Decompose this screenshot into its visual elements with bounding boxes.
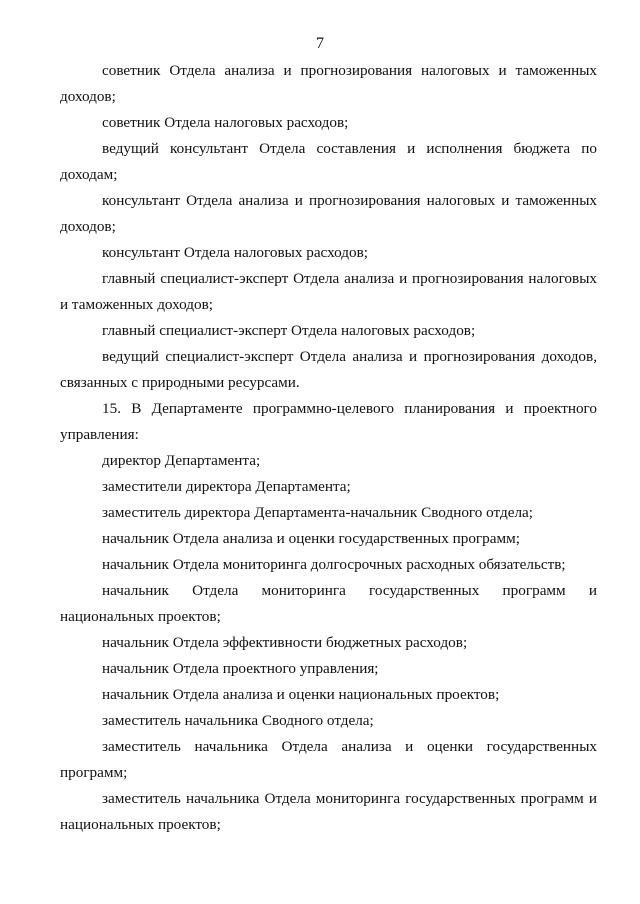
section-heading-paragraph: 15. В Департаменте программно-целевого планирования и проектного управления:	[60, 400, 597, 443]
paragraph: начальник Отдела анализа и оценки государственных программ;	[102, 530, 520, 547]
paragraph: начальник Отдела эффективности бюджетных расходов;	[102, 634, 468, 651]
paragraph: главный специалист-эксперт Отдела налоговых расходов;	[102, 322, 476, 339]
paragraph: консультант Отдела налоговых расходов;	[102, 244, 368, 261]
paragraph: заместитель директора Департамента-начальник Сводного отдела;	[102, 504, 533, 521]
paragraph: главный специалист-эксперт Отдела анализа и прогнозирования налоговых и таможенных доходов;	[60, 270, 597, 313]
paragraph: советник Отдела налоговых расходов;	[102, 114, 349, 131]
paragraph: консультант Отдела анализа и прогнозирования налоговых и таможенных доходов;	[60, 192, 597, 235]
paragraph: заместитель начальника Сводного отдела;	[102, 712, 374, 729]
page-number: 7	[316, 35, 324, 52]
paragraph: советник Отдела анализа и прогнозирования налоговых и таможенных доходов;	[60, 62, 597, 105]
paragraph: директор Департамента;	[102, 452, 261, 469]
paragraph: ведущий консультант Отдела составления и исполнения бюджета по доходам;	[60, 140, 597, 183]
paragraph: начальник Отдела проектного управления;	[102, 660, 379, 677]
paragraph: ведущий специалист-эксперт Отдела анализа и прогнозирования доходов, связанных с природными ресурсами.	[60, 348, 597, 391]
paragraph: заместители директора Департамента;	[102, 478, 351, 495]
paragraph: начальник Отдела мониторинга долгосрочных расходных обязательств;	[102, 556, 566, 573]
paragraph: заместитель начальника Отдела анализа и оценки государственных программ;	[60, 738, 597, 781]
document-body	[60, 58, 597, 838]
paragraph: начальник Отдела анализа и оценки национальных проектов;	[102, 686, 500, 703]
paragraph: начальник Отдела мониторинга государственных программ и национальных проектов;	[60, 582, 597, 625]
paragraph: заместитель начальника Отдела мониторинга государственных программ и национальных проектов;	[60, 790, 597, 833]
